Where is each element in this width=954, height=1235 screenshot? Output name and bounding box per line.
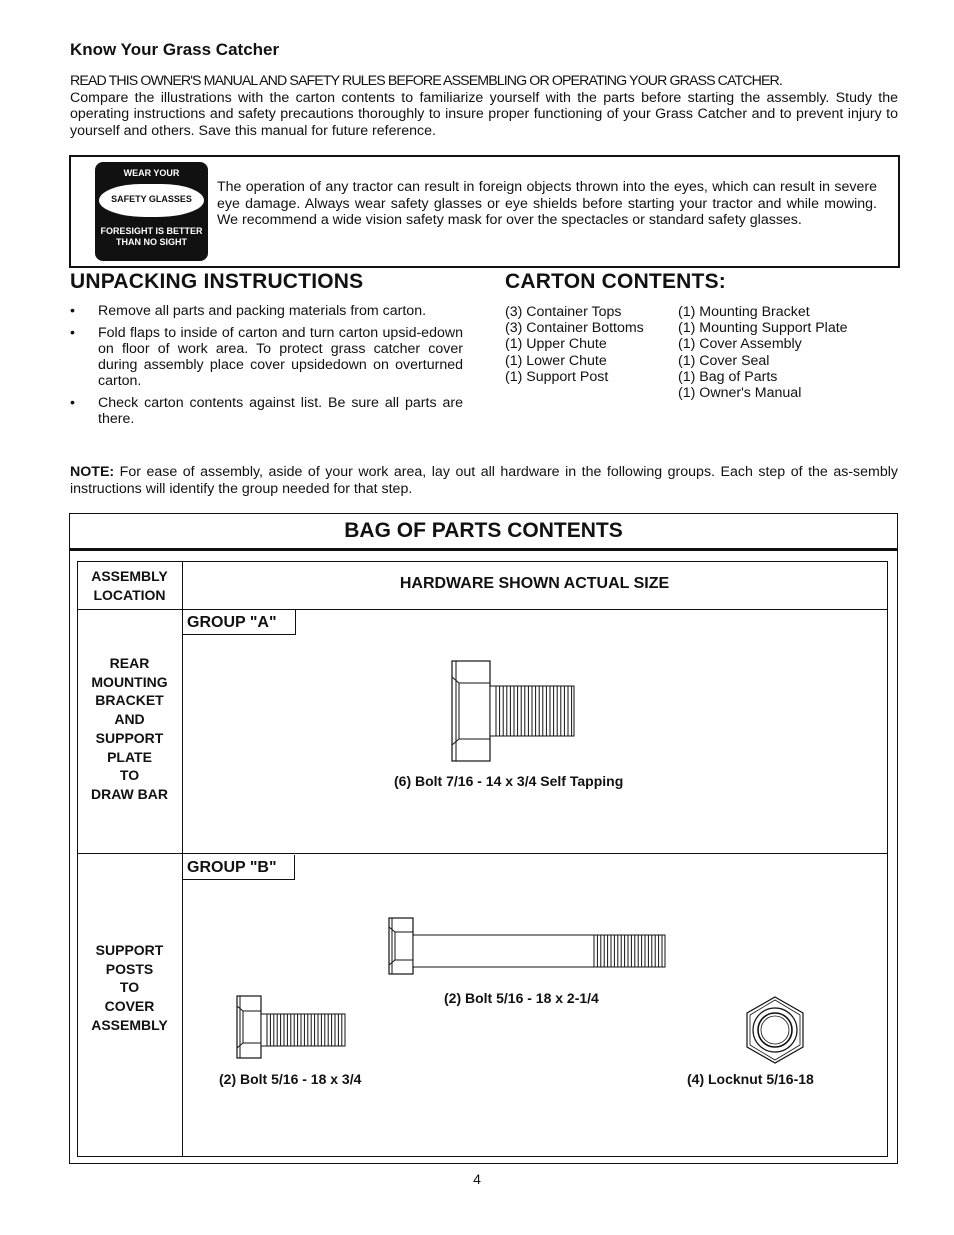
intro-paragraph <box>70 73 898 139</box>
header-line: ASSEMBLY <box>91 568 168 584</box>
bullet-icon: • <box>70 325 75 341</box>
carton-item: (1) Bag of Parts <box>678 368 778 385</box>
location-line: DRAW BAR <box>91 785 168 802</box>
location-line: TO <box>119 979 140 996</box>
short-bolt-icon <box>233 992 351 1064</box>
list-item <box>70 395 463 427</box>
short-bolt-caption: (2) Bolt 5/16 - 18 x 3/4 <box>219 1071 362 1087</box>
locknut-caption: (4) Locknut 5/16-18 <box>687 1071 814 1087</box>
location-line: REAR <box>109 655 150 671</box>
safety-notice-box <box>69 155 900 268</box>
page-number: 4 <box>473 1171 481 1187</box>
badge-top-text: WEAR YOUR <box>123 168 180 178</box>
location-line: TO <box>119 767 140 784</box>
carton-item: (1) Cover Seal <box>678 352 770 369</box>
note-text: For ease of assembly, aside of your work area, lay out all hardware in the following groups. Each step of the as-sembly instructions will identify the group needed for that step. <box>70 464 898 497</box>
badge-bottom-line-1: FORESIGHT IS BETTER <box>100 226 203 236</box>
unpacking-heading: UNPACKING INSTRUCTIONS <box>70 270 364 293</box>
carton-item: (1) Upper Chute <box>505 336 607 353</box>
carton-item: (1) Lower Chute <box>505 352 607 369</box>
list-item-text: Remove all parts and packing materials from carton. <box>98 303 427 319</box>
group-a-label: GROUP "A" <box>182 610 296 635</box>
bag-of-parts-title: BAG OF PARTS CONTENTS <box>344 519 623 542</box>
intro-caps-line: READ THIS OWNER'S MANUAL AND SAFETY RULES BEFORE ASSEMBLING OR OPERATING YOUR GRASS CATCHER. <box>70 73 782 89</box>
long-bolt-caption: (2) Bolt 5/16 - 18 x 2-1/4 <box>444 990 599 1006</box>
long-bolt-icon <box>385 913 670 979</box>
carton-list-col-2 <box>678 304 848 401</box>
unpacking-list <box>70 303 463 433</box>
intro-body: Compare the illustrations with the carton contents to familiarize yourself with the parts before starting the assembly. Study the operating instructions and safety precautions thoroughly to insure proper functioning of your Grass Catcher and to prevent injury to yourself and others. Save this manual for future reference. <box>70 89 898 139</box>
section-title: Know Your Grass Catcher <box>70 40 280 59</box>
safety-glasses-badge <box>95 162 208 261</box>
group-b-label: GROUP "B" <box>182 855 295 880</box>
hardware-header: HARDWARE SHOWN ACTUAL SIZE <box>399 575 670 592</box>
carton-item: (1) Mounting Support Plate <box>678 320 848 337</box>
note-label: NOTE: <box>70 464 115 480</box>
list-item <box>70 303 463 319</box>
carton-item: (3) Container Tops <box>505 304 622 320</box>
bolt-self-tapping-caption: (6) Bolt 7/16 - 14 x 3/4 Self Tapping <box>394 773 624 789</box>
list-item-text: Fold flaps to inside of carton and turn carton upsid-edown on floor of work area. To protect grass catcher cover during assembly place cover upsidedown on overturned carton. <box>98 325 463 389</box>
carton-item: (1) Support Post <box>505 368 609 385</box>
badge-bottom-text <box>95 226 208 248</box>
location-line: MOUNTING <box>91 673 168 690</box>
location-line: BRACKET <box>95 692 164 709</box>
list-item <box>70 325 463 389</box>
safety-text: The operation of any tractor can result in foreign objects thrown into the eyes, which can result in severe eye damage. Always wear safety glasses or eye shields before starting your tractor and while mowing. We recommend a wide vision safety mask for over the spectacles or standard safety glasses. <box>217 179 877 229</box>
header-line: LOCATION <box>93 586 166 603</box>
carton-item: (3) Container Bottoms <box>505 320 644 337</box>
badge-middle-text: SAFETY GLASSES <box>111 194 192 204</box>
location-line: COVER <box>104 998 155 1015</box>
group-divider <box>77 853 887 854</box>
assembly-note <box>70 464 898 497</box>
location-line: ASSEMBLY <box>91 1016 168 1033</box>
badge-bottom-line-2: THAN NO SIGHT <box>116 237 187 247</box>
carton-item: (1) Owner's Manual <box>678 385 802 402</box>
locknut-icon <box>740 994 810 1066</box>
list-item-text: Check carton contents against list. Be sure all parts are there. <box>98 395 463 427</box>
carton-list-col-1 <box>505 304 644 385</box>
bullet-icon: • <box>70 303 75 319</box>
carton-item: (1) Mounting Bracket <box>678 304 810 320</box>
location-line: SUPPORT <box>95 942 164 958</box>
carton-heading: CARTON CONTENTS: <box>505 270 726 293</box>
location-line: PLATE <box>107 748 152 765</box>
location-line: POSTS <box>105 960 154 977</box>
title-divider <box>69 548 898 551</box>
bullet-icon: • <box>70 395 75 411</box>
location-line: SUPPORT <box>95 729 164 746</box>
self-tapping-bolt-icon <box>446 655 581 765</box>
group-b-location <box>77 941 182 1035</box>
location-line: AND <box>114 711 145 728</box>
assembly-location-header <box>77 567 182 604</box>
group-a-location <box>77 654 182 804</box>
carton-item: (1) Cover Assembly <box>678 336 802 353</box>
